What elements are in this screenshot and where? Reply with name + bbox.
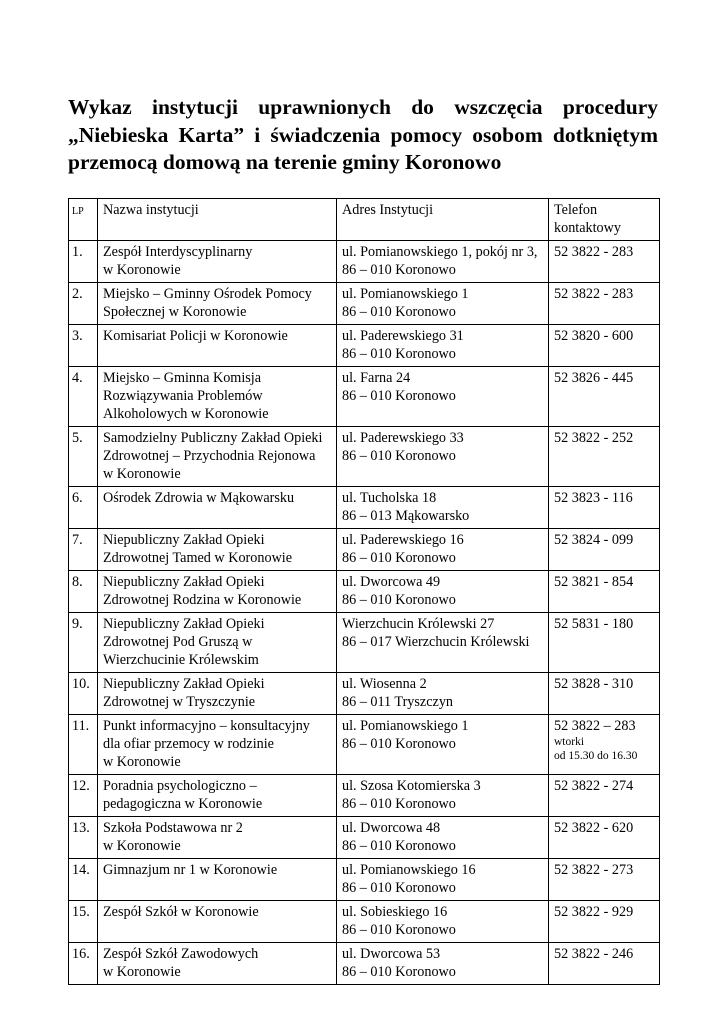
cell-lp: 1. [69, 241, 98, 283]
phone-number: 52 3826 - 445 [554, 370, 634, 386]
cell-institution-name [98, 487, 337, 529]
cell-address [337, 859, 549, 901]
cell-institution-name-line: Zespół Szkół Zawodowych [103, 946, 259, 962]
cell-institution-name-line: Samodzielny Publiczny Zakład Opieki [103, 430, 323, 446]
cell-address-line: 86 – 010 Koronowo [342, 880, 456, 896]
cell-institution-name-line: w Koronowie [103, 262, 181, 278]
cell-address-line: 86 – 010 Koronowo [342, 592, 456, 608]
cell-phone [549, 901, 660, 943]
document-title: Wykaz instytucji uprawnionych do wszczęcia procedury „Niebieska Karta” i świadczenia pomocy osobom dotkniętym przemocą domową na terenie gminy Koronowo [68, 95, 658, 174]
cell-institution-name-line: w Koronowie [103, 754, 181, 770]
cell-address [337, 283, 549, 325]
cell-lp: 10. [69, 673, 98, 715]
cell-institution-name-line: Zdrowotnej Rodzina w Koronowie [103, 592, 302, 608]
cell-phone [549, 241, 660, 283]
cell-lp: 13. [69, 817, 98, 859]
phone-number: 52 3820 - 600 [554, 328, 634, 344]
cell-institution-name [98, 943, 337, 985]
cell-phone [549, 571, 660, 613]
cell-lp: 15. [69, 901, 98, 943]
cell-institution-name-line: w Koronowie [103, 466, 181, 482]
phone-number: 52 5831 - 180 [554, 616, 634, 632]
table-row [69, 529, 660, 571]
cell-address-line: ul. Wiosenna 2 [342, 676, 427, 692]
cell-phone [549, 367, 660, 427]
phone-number: 52 3828 - 310 [554, 676, 634, 692]
cell-phone [549, 529, 660, 571]
header-address: Adres Instytucji [337, 199, 549, 241]
table-row [69, 325, 660, 367]
cell-institution-name-line: Alkoholowych w Koronowie [103, 406, 269, 422]
cell-address-line: 86 – 011 Tryszczyn [342, 694, 454, 710]
cell-phone [549, 427, 660, 487]
phone-hours-note: od 15.30 do 16.30 [554, 750, 638, 762]
cell-lp: 4. [69, 367, 98, 427]
cell-institution-name [98, 529, 337, 571]
header-phone: Telefon kontaktowy [549, 199, 660, 241]
cell-address [337, 571, 549, 613]
cell-address-line: ul. Tucholska 18 [342, 490, 437, 506]
cell-address-line: ul. Farna 24 [342, 370, 411, 386]
cell-institution-name-line: Niepubliczny Zakład Opieki [103, 676, 265, 692]
cell-address [337, 715, 549, 775]
cell-lp: 5. [69, 427, 98, 487]
table-row [69, 715, 660, 775]
cell-lp: 16. [69, 943, 98, 985]
cell-address-line: ul. Dworcowa 48 [342, 820, 441, 836]
cell-address [337, 775, 549, 817]
cell-address-line: ul. Pomianowskiego 1, pokój nr 3, [342, 244, 538, 260]
header-lp: LP [69, 199, 98, 241]
cell-institution-name-line: Niepubliczny Zakład Opieki [103, 574, 265, 590]
cell-institution-name-line: Miejsko – Gminny Ośrodek Pomocy [103, 286, 312, 302]
cell-address-line: 86 – 010 Koronowo [342, 388, 456, 404]
phone-number: 52 3822 – 283 [554, 718, 636, 734]
cell-lp: 12. [69, 775, 98, 817]
table-row [69, 901, 660, 943]
table-row [69, 613, 660, 673]
cell-phone [549, 859, 660, 901]
cell-institution-name [98, 817, 337, 859]
cell-address-line: 86 – 010 Koronowo [342, 346, 456, 362]
cell-address [337, 367, 549, 427]
cell-lp: 11. [69, 715, 98, 775]
cell-lp: 3. [69, 325, 98, 367]
cell-address-line: ul. Dworcowa 49 [342, 574, 441, 590]
cell-address-line: ul. Pomianowskiego 1 [342, 286, 469, 302]
cell-institution-name-line: Niepubliczny Zakład Opieki [103, 532, 265, 548]
cell-phone [549, 283, 660, 325]
cell-institution-name [98, 901, 337, 943]
phone-number: 52 3822 - 273 [554, 862, 634, 878]
phone-number: 52 3822 - 929 [554, 904, 634, 920]
cell-institution-name-line: w Koronowie [103, 838, 181, 854]
cell-address [337, 817, 549, 859]
cell-address-line: 86 – 010 Koronowo [342, 922, 456, 938]
cell-address [337, 325, 549, 367]
phone-number: 52 3821 - 854 [554, 574, 634, 590]
cell-address-line: 86 – 010 Koronowo [342, 796, 456, 812]
cell-institution-name [98, 427, 337, 487]
table-row [69, 283, 660, 325]
cell-institution-name [98, 775, 337, 817]
cell-address [337, 613, 549, 673]
cell-address [337, 241, 549, 283]
table-row [69, 817, 660, 859]
cell-institution-name [98, 715, 337, 775]
cell-address-line: ul. Szosa Kotomierska 3 [342, 778, 481, 794]
cell-institution-name-line: Poradnia psychologiczno – [103, 778, 257, 794]
institutions-table [68, 198, 660, 985]
cell-institution-name-line: w Koronowie [103, 964, 181, 980]
table-body [69, 241, 660, 985]
cell-address-line: ul. Pomianowskiego 1 [342, 718, 469, 734]
cell-address [337, 901, 549, 943]
cell-institution-name [98, 367, 337, 427]
cell-lp: 9. [69, 613, 98, 673]
cell-address-line: 86 – 010 Koronowo [342, 838, 456, 854]
cell-address-line: ul. Paderewskiego 16 [342, 532, 464, 548]
cell-address [337, 529, 549, 571]
cell-institution-name-line: Zdrowotnej Pod Gruszą w [103, 634, 253, 650]
cell-phone [549, 673, 660, 715]
cell-institution-name-line: Niepubliczny Zakład Opieki [103, 616, 265, 632]
table-row [69, 571, 660, 613]
cell-institution-name [98, 613, 337, 673]
cell-institution-name-line: Zespół Szkół w Koronowie [103, 904, 259, 920]
cell-address [337, 427, 549, 487]
cell-phone [549, 715, 660, 775]
cell-institution-name [98, 325, 337, 367]
cell-address-line: 86 – 010 Koronowo [342, 304, 456, 320]
cell-institution-name-line: Społecznej w Koronowie [103, 304, 247, 320]
cell-address-line: Wierzchucin Królewski 27 [342, 616, 495, 632]
cell-lp: 2. [69, 283, 98, 325]
cell-institution-name-line: Komisariat Policji w Koronowie [103, 328, 288, 344]
cell-lp: 7. [69, 529, 98, 571]
cell-institution-name-line: Zdrowotnej Tamed w Koronowie [103, 550, 293, 566]
cell-institution-name [98, 571, 337, 613]
cell-address-line: ul. Sobieskiego 16 [342, 904, 448, 920]
cell-address-line: 86 – 010 Koronowo [342, 964, 456, 980]
phone-number: 52 3824 - 099 [554, 532, 634, 548]
cell-institution-name-line: Zdrowotnej – Przychodnia Rejonowa [103, 448, 316, 464]
table-row [69, 241, 660, 283]
cell-address-line: 86 – 010 Koronowo [342, 448, 456, 464]
cell-address-line: 86 – 017 Wierzchucin Królewski [342, 634, 530, 650]
cell-institution-name-line: Miejsko – Gminna Komisja [103, 370, 262, 386]
cell-institution-name-line: dla ofiar przemocy w rodzinie [103, 736, 274, 752]
phone-number: 52 3822 - 283 [554, 286, 634, 302]
cell-institution-name-line: Punkt informacyjno – konsultacyjny [103, 718, 310, 734]
cell-lp: 6. [69, 487, 98, 529]
cell-address [337, 487, 549, 529]
cell-institution-name [98, 241, 337, 283]
cell-phone [549, 325, 660, 367]
table-row [69, 427, 660, 487]
cell-institution-name [98, 283, 337, 325]
table-row [69, 367, 660, 427]
cell-institution-name-line: Wierzchucinie Królewskim [103, 652, 259, 668]
table-row [69, 673, 660, 715]
phone-number: 52 3822 - 283 [554, 244, 634, 260]
cell-institution-name [98, 673, 337, 715]
phone-number: 52 3822 - 246 [554, 946, 634, 962]
cell-address-line: 86 – 010 Koronowo [342, 736, 456, 752]
phone-number: 52 3822 - 274 [554, 778, 634, 794]
table-row [69, 859, 660, 901]
table-row [69, 943, 660, 985]
cell-institution-name-line: Ośrodek Zdrowia w Mąkowarsku [103, 490, 295, 506]
cell-lp: 8. [69, 571, 98, 613]
header-name: Nazwa instytucji [98, 199, 337, 241]
cell-phone [549, 487, 660, 529]
table-header-row [69, 199, 660, 241]
phone-number: 52 3822 - 620 [554, 820, 634, 836]
cell-institution-name-line: Zespół Interdyscyplinarny [103, 244, 253, 260]
cell-institution-name-line: Szkoła Podstawowa nr 2 [103, 820, 243, 836]
cell-institution-name-line: pedagogiczna w Koronowie [103, 796, 263, 812]
cell-address-line: 86 – 010 Koronowo [342, 550, 456, 566]
cell-lp: 14. [69, 859, 98, 901]
cell-address [337, 943, 549, 985]
phone-hours-note: wtorki [554, 736, 585, 748]
table-row [69, 487, 660, 529]
cell-address-line: 86 – 013 Mąkowarsko [342, 508, 470, 524]
phone-number: 52 3823 - 116 [554, 490, 633, 506]
cell-phone [549, 817, 660, 859]
cell-address-line: ul. Paderewskiego 31 [342, 328, 464, 344]
cell-phone [549, 943, 660, 985]
cell-institution-name-line: Rozwiązywania Problemów [103, 388, 263, 404]
cell-address-line: ul. Pomianowskiego 16 [342, 862, 476, 878]
cell-address-line: ul. Dworcowa 53 [342, 946, 441, 962]
cell-address-line: 86 – 010 Koronowo [342, 262, 456, 278]
cell-phone [549, 775, 660, 817]
cell-address [337, 673, 549, 715]
cell-institution-name-line: Gimnazjum nr 1 w Koronowie [103, 862, 278, 878]
cell-phone [549, 613, 660, 673]
phone-number: 52 3822 - 252 [554, 430, 634, 446]
cell-institution-name-line: Zdrowotnej w Tryszczynie [103, 694, 256, 710]
cell-institution-name [98, 859, 337, 901]
table-row [69, 775, 660, 817]
cell-address-line: ul. Paderewskiego 33 [342, 430, 464, 446]
